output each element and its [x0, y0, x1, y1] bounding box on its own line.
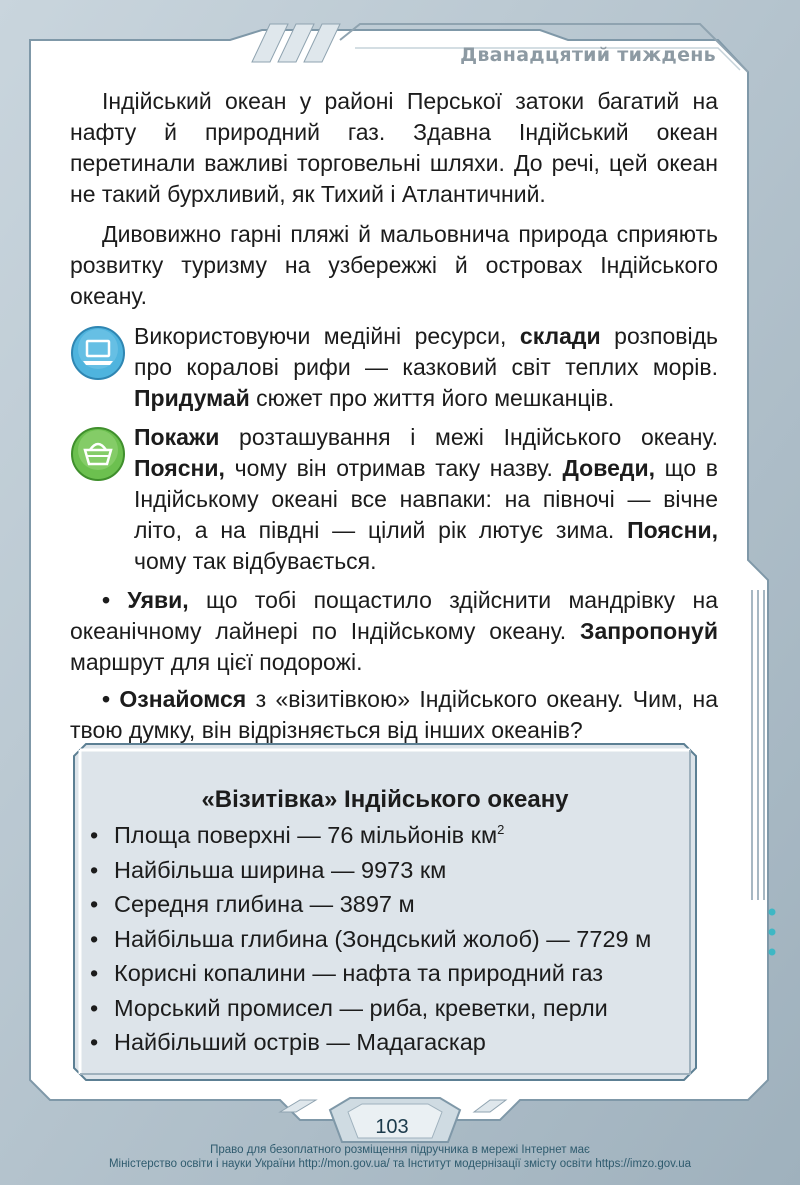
bullet-business-card: • Ознайомся з «візитівкою» Індійського океану. Чим, на твою думку, він відрізняється від інших океанів? — [70, 686, 718, 743]
footer-line-1: Право для безоплатного розміщення підручника в мережі Інтернет має — [210, 1144, 590, 1156]
ocean-business-card — [72, 742, 698, 1082]
basket-icon — [70, 426, 126, 482]
fact-max-width: • Найбільша ширина — 9973 км — [90, 853, 651, 888]
footer-line-2: Міністерство освіти і науки України http://mon.gov.ua/ та Інститут модернізації змісту освіти https://imzo.gov.ua — [108, 1158, 692, 1170]
fact-largest-island: • Найбільший острів — Мадагаскар — [90, 1025, 651, 1060]
fact-avg-depth: • Середня глибина — 3897 м — [90, 887, 651, 922]
fact-surface-area: • Площа поверхні — 76 мільйонів $км^2$ — [90, 818, 651, 853]
paragraph-tourism: Дивовижно гарні пляжі й мальовнича природа сприяють розвитку туризму на узбережжі й островах Індійського океану. — [70, 221, 718, 309]
task-coral-reefs — [70, 321, 718, 414]
page-number: 103 — [375, 1116, 409, 1138]
paragraph-oil-gas: Індійський океан у районі Перської затоки багатий на нафту й природний газ. Здавна Індійський океан перетинали важливі торговельні шляхи. До речі, цей океан не такий бурхливий, як Тихий і Атлантичний. — [70, 88, 718, 207]
main-content — [70, 86, 718, 752]
fact-minerals: • Корисні копалини — нафта та природний газ — [90, 956, 651, 991]
laptop-icon — [70, 325, 126, 381]
task-location-text: Покажи розташування і межі Індійського океану. Поясни, чому він отримав таку назву. Доведи, що в Індійському океані все навпаки: на півночі — вічне літо, а на півдні — цілий рік лютує зима. Поясни, чому так відбувається. — [134, 424, 718, 574]
footer-copyright — [0, 1143, 800, 1171]
task-ocean-location — [70, 422, 718, 577]
card-title: «Візитівка» Індійського океану — [201, 786, 569, 813]
fact-fishing: • Морський промисел — риба, креветки, перли — [90, 991, 651, 1026]
chapter-title: Дванадцятий тиждень — [460, 44, 716, 66]
bullet-imagine-trip: • Уяви, що тобі пощастило здійснити мандрівку на океанічному лайнері по Індійському океану. Запропонуй маршрут для цієї подорожі. — [70, 587, 718, 675]
card-facts-list — [90, 818, 651, 1060]
task-coral-text: Використовуючи медійні ресурси, склади розповідь про коралові рифи — казковий світ теплих морів. Придумай сюжет про життя його мешканців. — [134, 323, 718, 411]
fact-max-depth: • Найбільша глибина (Зондський жолоб) — 7729 м — [90, 922, 651, 957]
